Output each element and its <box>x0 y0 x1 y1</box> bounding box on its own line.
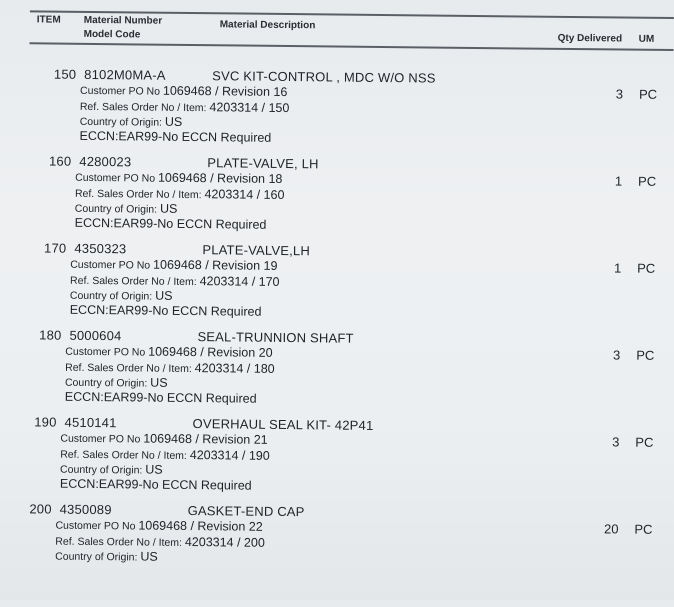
unit-of-measure: PC <box>636 347 655 363</box>
qty-delivered: 3 <box>615 86 624 102</box>
unit-of-measure: PC <box>634 521 653 537</box>
item-number: 200 <box>29 501 52 517</box>
line-item <box>0 66 673 160</box>
qty-delivered: 3 <box>612 434 620 450</box>
line-item <box>0 153 672 247</box>
line-item <box>0 327 671 421</box>
material-description: OVERHAUL SEAL KIT- 42P41 <box>192 416 374 433</box>
item-main-line <box>22 501 305 519</box>
sales-order-line: Ref. Sales Order No / Item: 4203314 / 180 <box>65 361 275 376</box>
eccn-line: ECCN:EAR99-No ECCN Required <box>79 128 272 145</box>
material-number: 4350323 <box>74 240 127 257</box>
eccn-line: ECCN:EAR99-No ECCN Required <box>64 389 257 406</box>
customer-po-line: Customer PO No 1069468 / Revision 20 <box>65 344 273 360</box>
item-number: 170 <box>44 240 67 256</box>
line-item <box>0 240 671 334</box>
header-material-number: Material Number <box>83 14 163 27</box>
line-item <box>0 414 670 508</box>
material-number: 5000604 <box>69 327 122 344</box>
item-number: 150 <box>53 66 77 82</box>
sales-order-line: Ref. Sales Order No / Item: 4203314 / 200 <box>55 534 265 550</box>
eccn-line: ECCN:EAR99-No ECCN Required <box>74 215 267 232</box>
unit-of-measure: PC <box>637 173 657 189</box>
header-um: UM <box>638 33 655 45</box>
qty-delivered: 20 <box>603 521 619 537</box>
item-main-line <box>36 240 310 258</box>
qty-delivered: 3 <box>613 347 621 363</box>
country-of-origin-line: Country of Origin: US <box>64 375 168 390</box>
item-main-line <box>41 153 319 171</box>
header-material-description: Material Description <box>219 19 316 32</box>
line-items <box>0 66 673 595</box>
material-description: GASKET-END CAP <box>187 502 305 520</box>
material-description: SEAL-TRUNNION SHAFT <box>197 329 354 346</box>
country-of-origin-line: Country of Origin: US <box>69 288 173 303</box>
customer-po-line: Customer PO No 1069468 / Revision 19 <box>70 257 278 273</box>
material-description: PLATE-VALVE,LH <box>202 242 311 259</box>
qty-delivered: 1 <box>614 173 623 189</box>
header-model-code: Model Code <box>83 28 141 41</box>
qty-delivered: 1 <box>613 260 622 276</box>
sales-order-line: Ref. Sales Order No / Item: 4203314 / 190 <box>60 448 270 463</box>
eccn-line: ECCN:EAR99-No ECCN Required <box>69 302 262 319</box>
unit-of-measure: PC <box>637 260 656 276</box>
country-of-origin-line: Country of Origin: US <box>79 114 183 129</box>
item-number: 180 <box>39 327 62 343</box>
header-item: ITEM <box>36 14 61 26</box>
unit-of-measure: PC <box>635 434 654 450</box>
country-of-origin-line: Country of Origin: US <box>55 549 158 564</box>
unit-of-measure: PC <box>638 86 658 102</box>
eccn-line: ECCN:EAR99-No ECCN Required <box>59 476 252 493</box>
material-number: 4350089 <box>59 501 112 518</box>
material-number: 4280023 <box>79 153 132 170</box>
sales-order-line: Ref. Sales Order No / Item: 4203314 / 170 <box>70 274 280 289</box>
sales-order-line: Ref. Sales Order No / Item: 4203314 / 160 <box>74 187 285 202</box>
customer-po-line: Customer PO No 1069468 / Revision 22 <box>55 518 263 534</box>
line-item <box>0 501 669 595</box>
material-description: PLATE-VALVE, LH <box>207 155 319 172</box>
customer-po-line: Customer PO No 1069468 / Revision 21 <box>60 431 268 447</box>
material-number: 4510141 <box>64 414 117 431</box>
material-number: 8102M0MA-A <box>84 66 166 83</box>
country-of-origin-line: Country of Origin: US <box>74 201 178 216</box>
item-number: 160 <box>48 153 72 169</box>
sales-order-line: Ref. Sales Order No / Item: 4203314 / 150 <box>79 100 290 116</box>
customer-po-line: Customer PO No 1069468 / Revision 16 <box>79 83 288 100</box>
item-number: 190 <box>34 414 57 430</box>
country-of-origin-line: Country of Origin: US <box>60 462 163 477</box>
header-qty-delivered: Qty Delivered <box>557 32 623 45</box>
customer-po-line: Customer PO No 1069468 / Revision 18 <box>75 170 283 186</box>
material-description: SVC KIT-CONTROL , MDC W/O NSS <box>212 68 436 86</box>
